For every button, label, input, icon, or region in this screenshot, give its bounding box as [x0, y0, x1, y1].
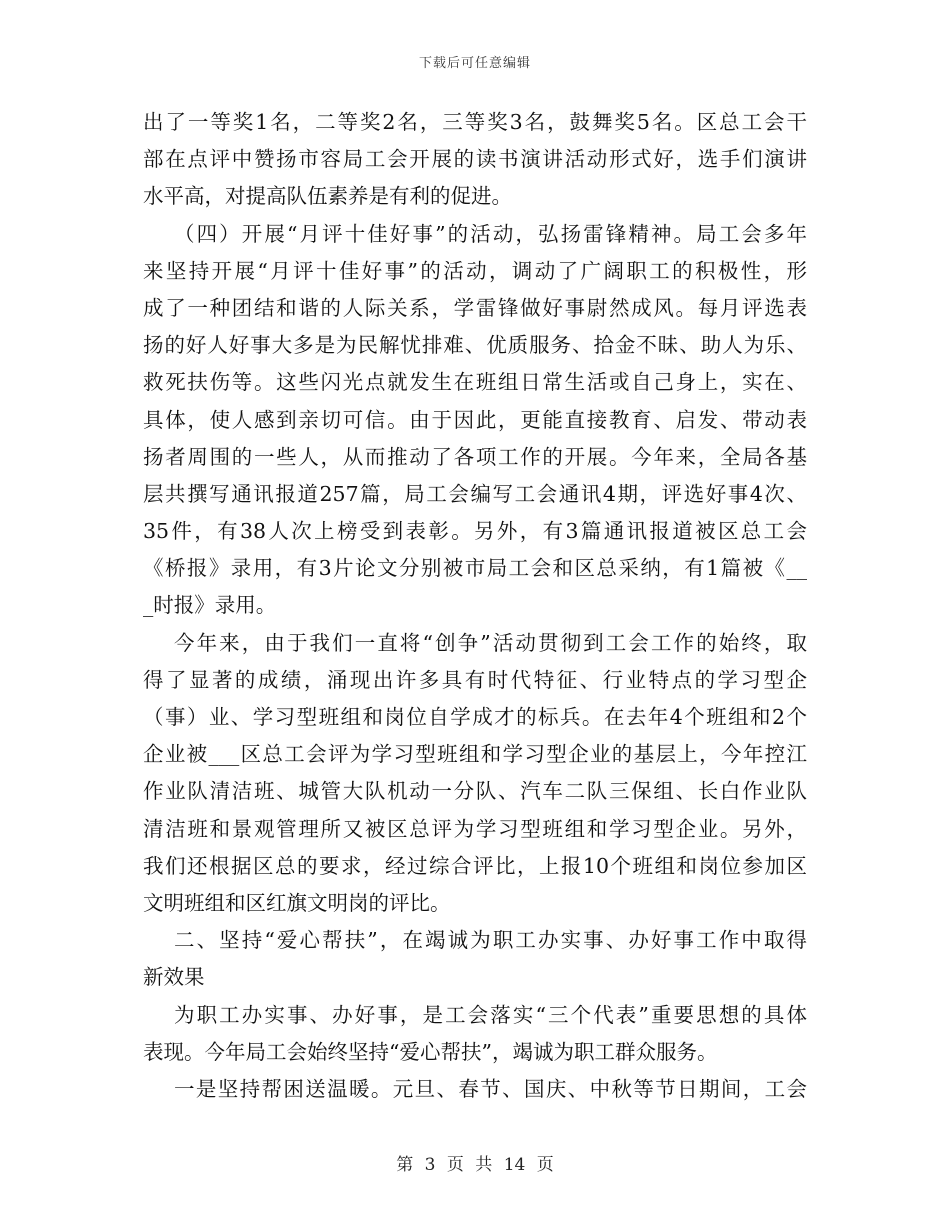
text-line: 《桥报》录用，有3片论文分别被市局工会和区总采纳，有1篇被《__ — [143, 556, 807, 581]
text-line: 清洁班和景观管理所又被区总评为学习型班组和学习型企业。另外， — [143, 816, 807, 841]
text-line: 部在点评中赞扬市容局工会开展的读书演讲活动形式好，选手们演讲 — [143, 147, 807, 172]
text-line: 今年来，由于我们一直将“创争”活动贯彻到工会工作的始终，取 — [174, 630, 807, 655]
text-line: _时报》录用。 — [143, 593, 277, 618]
text-line: （四）开展“月评十佳好事”的活动，弘扬雷锋精神。局工会多年 — [174, 221, 807, 246]
text-line: 水平高，对提高队伍素养是有利的促进。 — [143, 184, 512, 209]
text-line: 扬的好人好事大多是为民解忧排难、优质服务、拾金不昧、助人为乐、 — [143, 333, 807, 358]
text-line: 我们还根据区总的要求，经过综合评比，上报10个班组和岗位参加区 — [143, 853, 807, 878]
text-line: 35件，有38人次上榜受到表彰。另外，有3篇通讯报道被区总工会 — [143, 519, 807, 544]
text-line: 扬者周围的一些人，从而推动了各项工作的开展。今年来，全局各基 — [143, 444, 807, 469]
text-line: 救死扶伤等。这些闪光点就发生在班组日常生活或自己身上，实在、 — [143, 370, 807, 395]
text-line: 一是坚持帮困送温暖。元旦、春节、国庆、中秋等节日期间，工会 — [174, 1076, 807, 1101]
text-line: 二、坚持“爱心帮扶”，在竭诚为职工办实事、办好事工作中取得 — [174, 928, 807, 953]
text-line: 得了显著的成绩，涌现出许多具有时代特征、行业特点的学习型企 — [143, 667, 807, 692]
text-line: 具体，使人感到亲切可信。由于因此，更能直接教育、启发、带动表 — [143, 407, 807, 432]
text-line: 层共撰写通讯报道257篇，局工会编写工会通讯4期，评选好事4次、 — [143, 481, 807, 506]
page-number-footer: 第 3 页 共 14 页 — [396, 1155, 554, 1175]
text-line: 企业被___区总工会评为学习型班组和学习型企业的基层上，今年控江 — [143, 742, 807, 767]
text-line: 文明班组和区红旗文明岗的评比。 — [143, 890, 451, 915]
text-line: 表现。今年局工会始终坚持“爱心帮扶”，竭诚为职工群众服务。 — [143, 1039, 718, 1064]
text-line: 为职工办实事、办好事，是工会落实“三个代表”重要思想的具体 — [174, 1002, 807, 1027]
text-line: 作业队清洁班、城管大队机动一分队、汽车二队三保组、长白作业队 — [143, 779, 807, 804]
text-line: （事）业、学习型班组和岗位自学成才的标兵。在去年4个班组和2个 — [143, 705, 807, 729]
text-line: 出了一等奖1名，二等奖2名，三等奖3名，鼓舞奖5名。区总工会干 — [143, 110, 807, 134]
text-line: 新效果 — [143, 965, 205, 990]
page-header: 下载后可任意编辑 — [418, 56, 531, 71]
text-line: 来坚持开展“月评十佳好事”的活动，调动了广阔职工的积极性，形 — [143, 258, 807, 283]
text-line: 成了一种团结和谐的人际关系，学雷锋做好事尉然成风。每月评选表 — [143, 295, 807, 320]
document-body — [143, 104, 807, 1108]
